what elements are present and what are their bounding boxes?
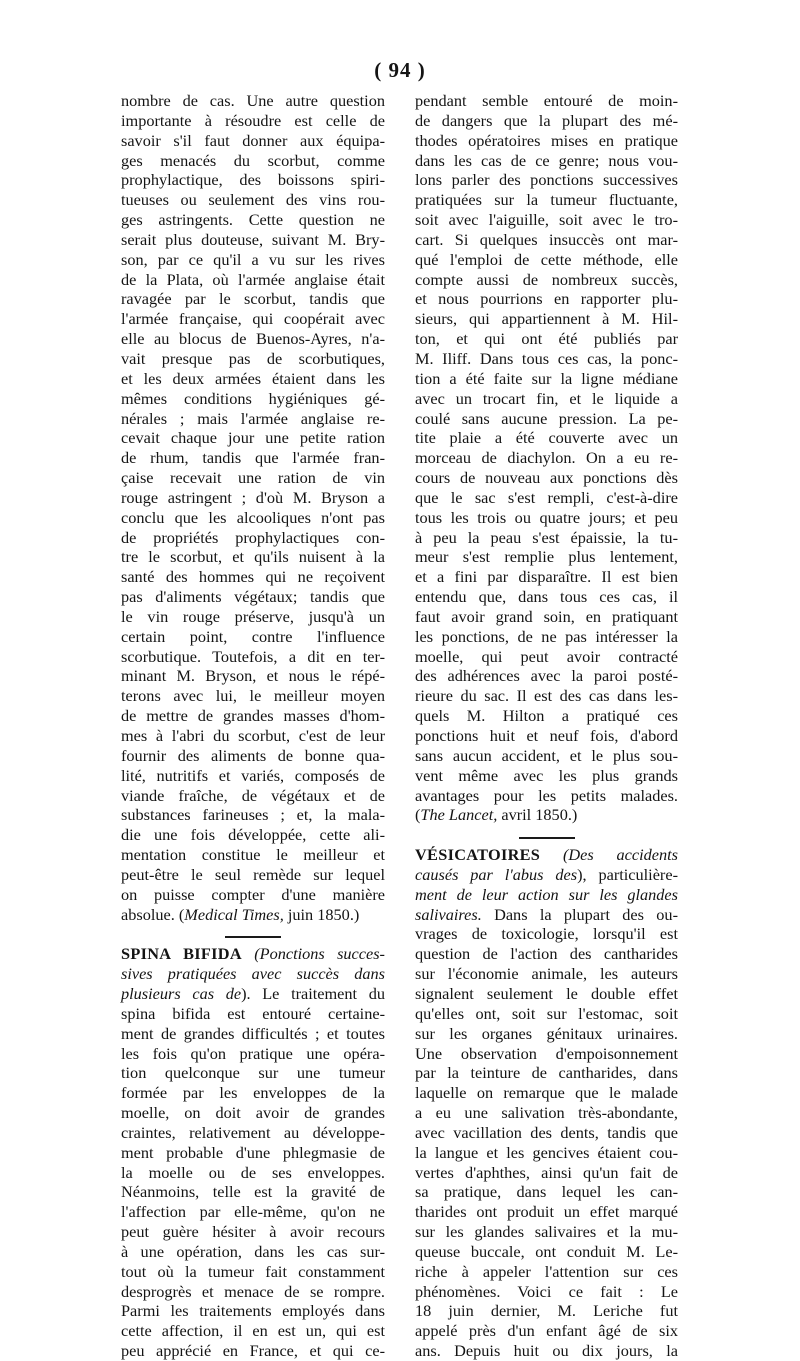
text-line: ment probable d'une phlegmasie de [121, 1142, 385, 1162]
text-line: avec vacillation des dents, tandis que [415, 1122, 678, 1142]
text-line: minant M. Bryson, et nous le répé- [121, 666, 385, 686]
text-line: entendu que, dans tous ces cas, il [415, 587, 678, 607]
text-line: rieure du sac. Il est des cas dans les- [415, 686, 678, 706]
spina-bifida-heading-line: SPINA BIFIDA (Ponctions succes- [121, 944, 385, 964]
text-line: nérales ; mais l'armée anglaise re- [121, 408, 385, 428]
text-line: tous les trois ou quatre jours; et peu [415, 507, 678, 527]
text-line: ges astringents. Cette question ne [121, 210, 385, 230]
text-line: causés par l'abus des), particulière- [415, 864, 678, 884]
text-line: cart. Si quelques insuccès ont mar- [415, 229, 678, 249]
text-line: de rhum, tandis que l'armée fran- [121, 448, 385, 468]
text-line: de la Plata, où l'armée anglaise était [121, 269, 385, 289]
text-line: die une fois développée, cette ali- [121, 825, 385, 845]
text-line: peut guère hésiter à avoir recours [121, 1222, 385, 1242]
text-line: de propriétés prophylactiques con- [121, 527, 385, 547]
text-line: prophylactique, des boissons spiri- [121, 170, 385, 190]
text-line: fournir des aliments de bonne qua- [121, 745, 385, 765]
text-line: et nous pourrions en rapporter plu- [415, 289, 678, 309]
text-line: sives pratiquées avec succès dans [121, 964, 385, 984]
text-line: cours de nouveau aux ponctions dès [415, 468, 678, 488]
text-line: tharides ont produit un effet marqué [415, 1202, 678, 1222]
text-line: peut-être le seul remède sur lequel [121, 864, 385, 884]
text-line: conclu que les alcooliques n'ont pas [121, 507, 385, 527]
text-line: thodes opératoires mises en pratique [415, 130, 678, 150]
text-line: et les deux armées étaient dans les [121, 368, 385, 388]
text-line: faut avoir grand soin, en pratiquant [415, 606, 678, 626]
text-line: Parmi les traitements employés dans [121, 1301, 385, 1321]
text-line: Une observation d'empoisonnement [415, 1043, 678, 1063]
section-divider [121, 924, 385, 944]
text-line: compte aussi de nombreux succès, [415, 269, 678, 289]
text-line: question de l'action des cantharides [415, 944, 678, 964]
text-line: certain point, contre l'influence [121, 626, 385, 646]
scurvy-paragraph [121, 91, 385, 905]
text-line: lons parler des ponctions successives [415, 170, 678, 190]
text-line: vait presque pas de scorbutiques, [121, 348, 385, 368]
text-line: que le sac s'est rempli, c'est-à-dire [415, 487, 678, 507]
text-line: riche à appeler l'attention sur ces [415, 1261, 678, 1281]
spina-bifida-continued-paragraph [415, 91, 678, 805]
text-line: savoir s'il faut donner aux équipa- [121, 130, 385, 150]
right-column [415, 91, 678, 1361]
text-line: ans. Depuis huit ou dix jours, la [415, 1341, 678, 1361]
text-line: rouge astringent ; d'où M. Bryson a [121, 487, 385, 507]
text-line: de dangers que la plupart des mé- [415, 110, 678, 130]
text-line: salivaires. Dans la plupart des ou- [415, 904, 678, 924]
text-line: dans les cas de ce genre; nous vou- [415, 150, 678, 170]
text-line: çaise recevait une ration de vin [121, 468, 385, 488]
text-line: 18 juin dernier, M. Leriche fut [415, 1301, 678, 1321]
text-line: cevait chaque jour une petite ration [121, 428, 385, 448]
text-line: spina bifida est entouré certaine- [121, 1003, 385, 1023]
vesicatoires-paragraph [415, 924, 678, 1361]
text-line: tre le scorbut, et qu'ils nuisent à la [121, 547, 385, 567]
text-line: importante à résoudre est celle de [121, 110, 385, 130]
text-line: à une opération, dans les cas sur- [121, 1241, 385, 1261]
text-line: tueuses ou seulement des vins rou- [121, 190, 385, 210]
text-line: formée par les enveloppes de la [121, 1083, 385, 1103]
text-line: vertes d'aphthes, ainsi qu'un fait de [415, 1162, 678, 1182]
text-line: avantages pour les petits malades. [415, 785, 678, 805]
text-line: appelé près d'un enfant âgé de six [415, 1321, 678, 1341]
text-line: mentation constitue le meilleur et [121, 845, 385, 865]
text-line: la moelle ou de ses enveloppes. [121, 1162, 385, 1182]
text-line: viande fraîche, de végétaux et de [121, 785, 385, 805]
text-line: scorbutique. Toutefois, a dit en ter- [121, 646, 385, 666]
text-line: sur les organes génitaux urinaires. [415, 1023, 678, 1043]
text-line: tion a été faite sur la ligne médiane [415, 368, 678, 388]
text-line: son, par ce qu'il a vu sur les rives [121, 249, 385, 269]
text-line: l'armée française, qui coopérait avec [121, 309, 385, 329]
text-line: santé des hommes qui ne reçoivent [121, 567, 385, 587]
text-line: craintes, relativement au développe- [121, 1122, 385, 1142]
spina-bifida-paragraph [121, 1004, 385, 1361]
text-line: sans aucun accident, et le plus sou- [415, 745, 678, 765]
text-line: ges menacés du scorbut, comme [121, 150, 385, 170]
text-line: sa pratique, dans lequel les can- [415, 1182, 678, 1202]
text-line: tout où la tumeur fait constamment [121, 1261, 385, 1281]
text-line: substances farineuses ; et, la mala- [121, 805, 385, 825]
text-line: peu apprécié en France, et qui ce- [121, 1341, 385, 1361]
text-line: tite plaie a été couverte avec un [415, 428, 678, 448]
text-line: plusieurs cas de). Le traitement du [121, 983, 386, 1003]
text-line: terons avec lui, le meilleur moyen [121, 686, 385, 706]
text-line: ment de leur action sur les glandes [415, 884, 678, 904]
text-line: serait plus douteuse, suivant M. Bry- [121, 229, 385, 249]
vesicatoires-heading-line: VÉSICATOIRES (Des accidents [415, 845, 678, 865]
text-line: on puisse compter d'une manière [121, 884, 385, 904]
text-line: sieurs, qui appartiennent à M. Hil- [415, 309, 678, 329]
text-line: vent même avec les plus grands [415, 765, 678, 785]
text-line: l'affection par elle-même, qu'on ne [121, 1202, 385, 1222]
text-line: ponctions huit et neuf fois, d'abord [415, 726, 678, 745]
text-line: mêmes conditions hygiéniques gé- [121, 388, 385, 408]
text-line: coulé sans aucune pression. La pe- [415, 408, 678, 428]
text-line: ton, et qui ont été publiés par [415, 329, 678, 349]
text-line: nombre de cas. Une autre question [121, 91, 385, 110]
spina-bifida-heading: SPINA BIFIDA [121, 944, 242, 964]
text-line: pendant semble entouré de moin- [415, 91, 678, 110]
text-line: sur les glandes salivaires et la mu- [415, 1222, 678, 1242]
text-line: soit avec l'aiguille, soit avec le tro- [415, 210, 678, 230]
text-line: les ponctions, de ne pas intéresser la [415, 626, 678, 646]
text-line: de mettre de grandes masses d'hom- [121, 706, 385, 726]
text-line: meur s'est remplie plus lentement, [415, 547, 678, 567]
text-line: phénomènes. Voici ce fait : Le [415, 1281, 678, 1301]
text-line: Néanmoins, telle est la gravité de [121, 1182, 385, 1202]
text-line: lité, nutritifs et variés, composés de [121, 765, 385, 785]
text-line: signalent seulement le double effet [415, 983, 678, 1003]
text-line: queuse buccale, ont conduit M. Le- [415, 1241, 678, 1261]
text-line: vrages de toxicologie, lorsqu'il est [415, 924, 678, 944]
text-line: par la teinture de cantharides, dans [415, 1063, 678, 1083]
text-line: à peu la peau s'est épaissie, la tu- [415, 527, 678, 547]
section-divider [415, 825, 678, 845]
text-line: moelle, qui peut avoir contracté [415, 646, 678, 666]
text-line: pratiquées sur la tumeur fluctuante, [415, 190, 678, 210]
text-line: ment de grandes difficultés ; et toutes [121, 1023, 385, 1043]
text-line: desprogrès et menace de se rompre. [121, 1281, 385, 1301]
text-line: le vin rouge préserve, jusqu'à un [121, 606, 385, 626]
text-line: sur l'économie animale, les auteurs [415, 964, 678, 984]
vesicatoires-heading: VÉSICATOIRES [415, 845, 541, 865]
left-column [121, 91, 385, 1361]
text-line: des adhérences avec la paroi posté- [415, 666, 678, 686]
text-line: les fois qu'on pratique une opéra- [121, 1043, 385, 1063]
text-line: tion quelconque sur une tumeur [121, 1063, 385, 1083]
text-line: M. Iliff. Dans tous ces cas, la ponc- [415, 348, 678, 368]
text-line: absolue. (Medical Times, juin 1850.) [121, 904, 360, 924]
text-line: moelle, on doit avoir de grandes [121, 1103, 385, 1123]
text-line: ravagée par le scorbut, tandis que [121, 289, 385, 309]
text-line: qu'elles ont, soit sur l'estomac, soit [415, 1003, 678, 1023]
text-line: quels M. Hilton a pratiqué ces [415, 706, 678, 726]
text-line: a eu une salivation très-abondante, [415, 1103, 678, 1123]
text-line: et a fini par disparaître. Il est bien [415, 567, 678, 587]
text-line: (The Lancet, avril 1850.) [415, 805, 578, 825]
text-line: pas d'aliments végétaux; tandis que [121, 587, 385, 607]
text-line: morceau de diachylon. On a eu re- [415, 448, 678, 468]
text-line: mes à l'abri du scorbut, c'est de leur [121, 726, 385, 745]
text-line: cette affection, il en est un, qui est [121, 1321, 385, 1341]
text-line: laquelle on remarque que le malade [415, 1083, 678, 1103]
text-line: elle au blocus de Buenos-Ayres, n'a- [121, 329, 385, 349]
text-line: avec un trocart fin, et le liquide a [415, 388, 678, 408]
text-line: la langue et les gencives étaient cou- [415, 1142, 678, 1162]
text-line: qué l'emploi de cette méthode, elle [415, 249, 678, 269]
page-number: ( 94 ) [374, 58, 426, 82]
